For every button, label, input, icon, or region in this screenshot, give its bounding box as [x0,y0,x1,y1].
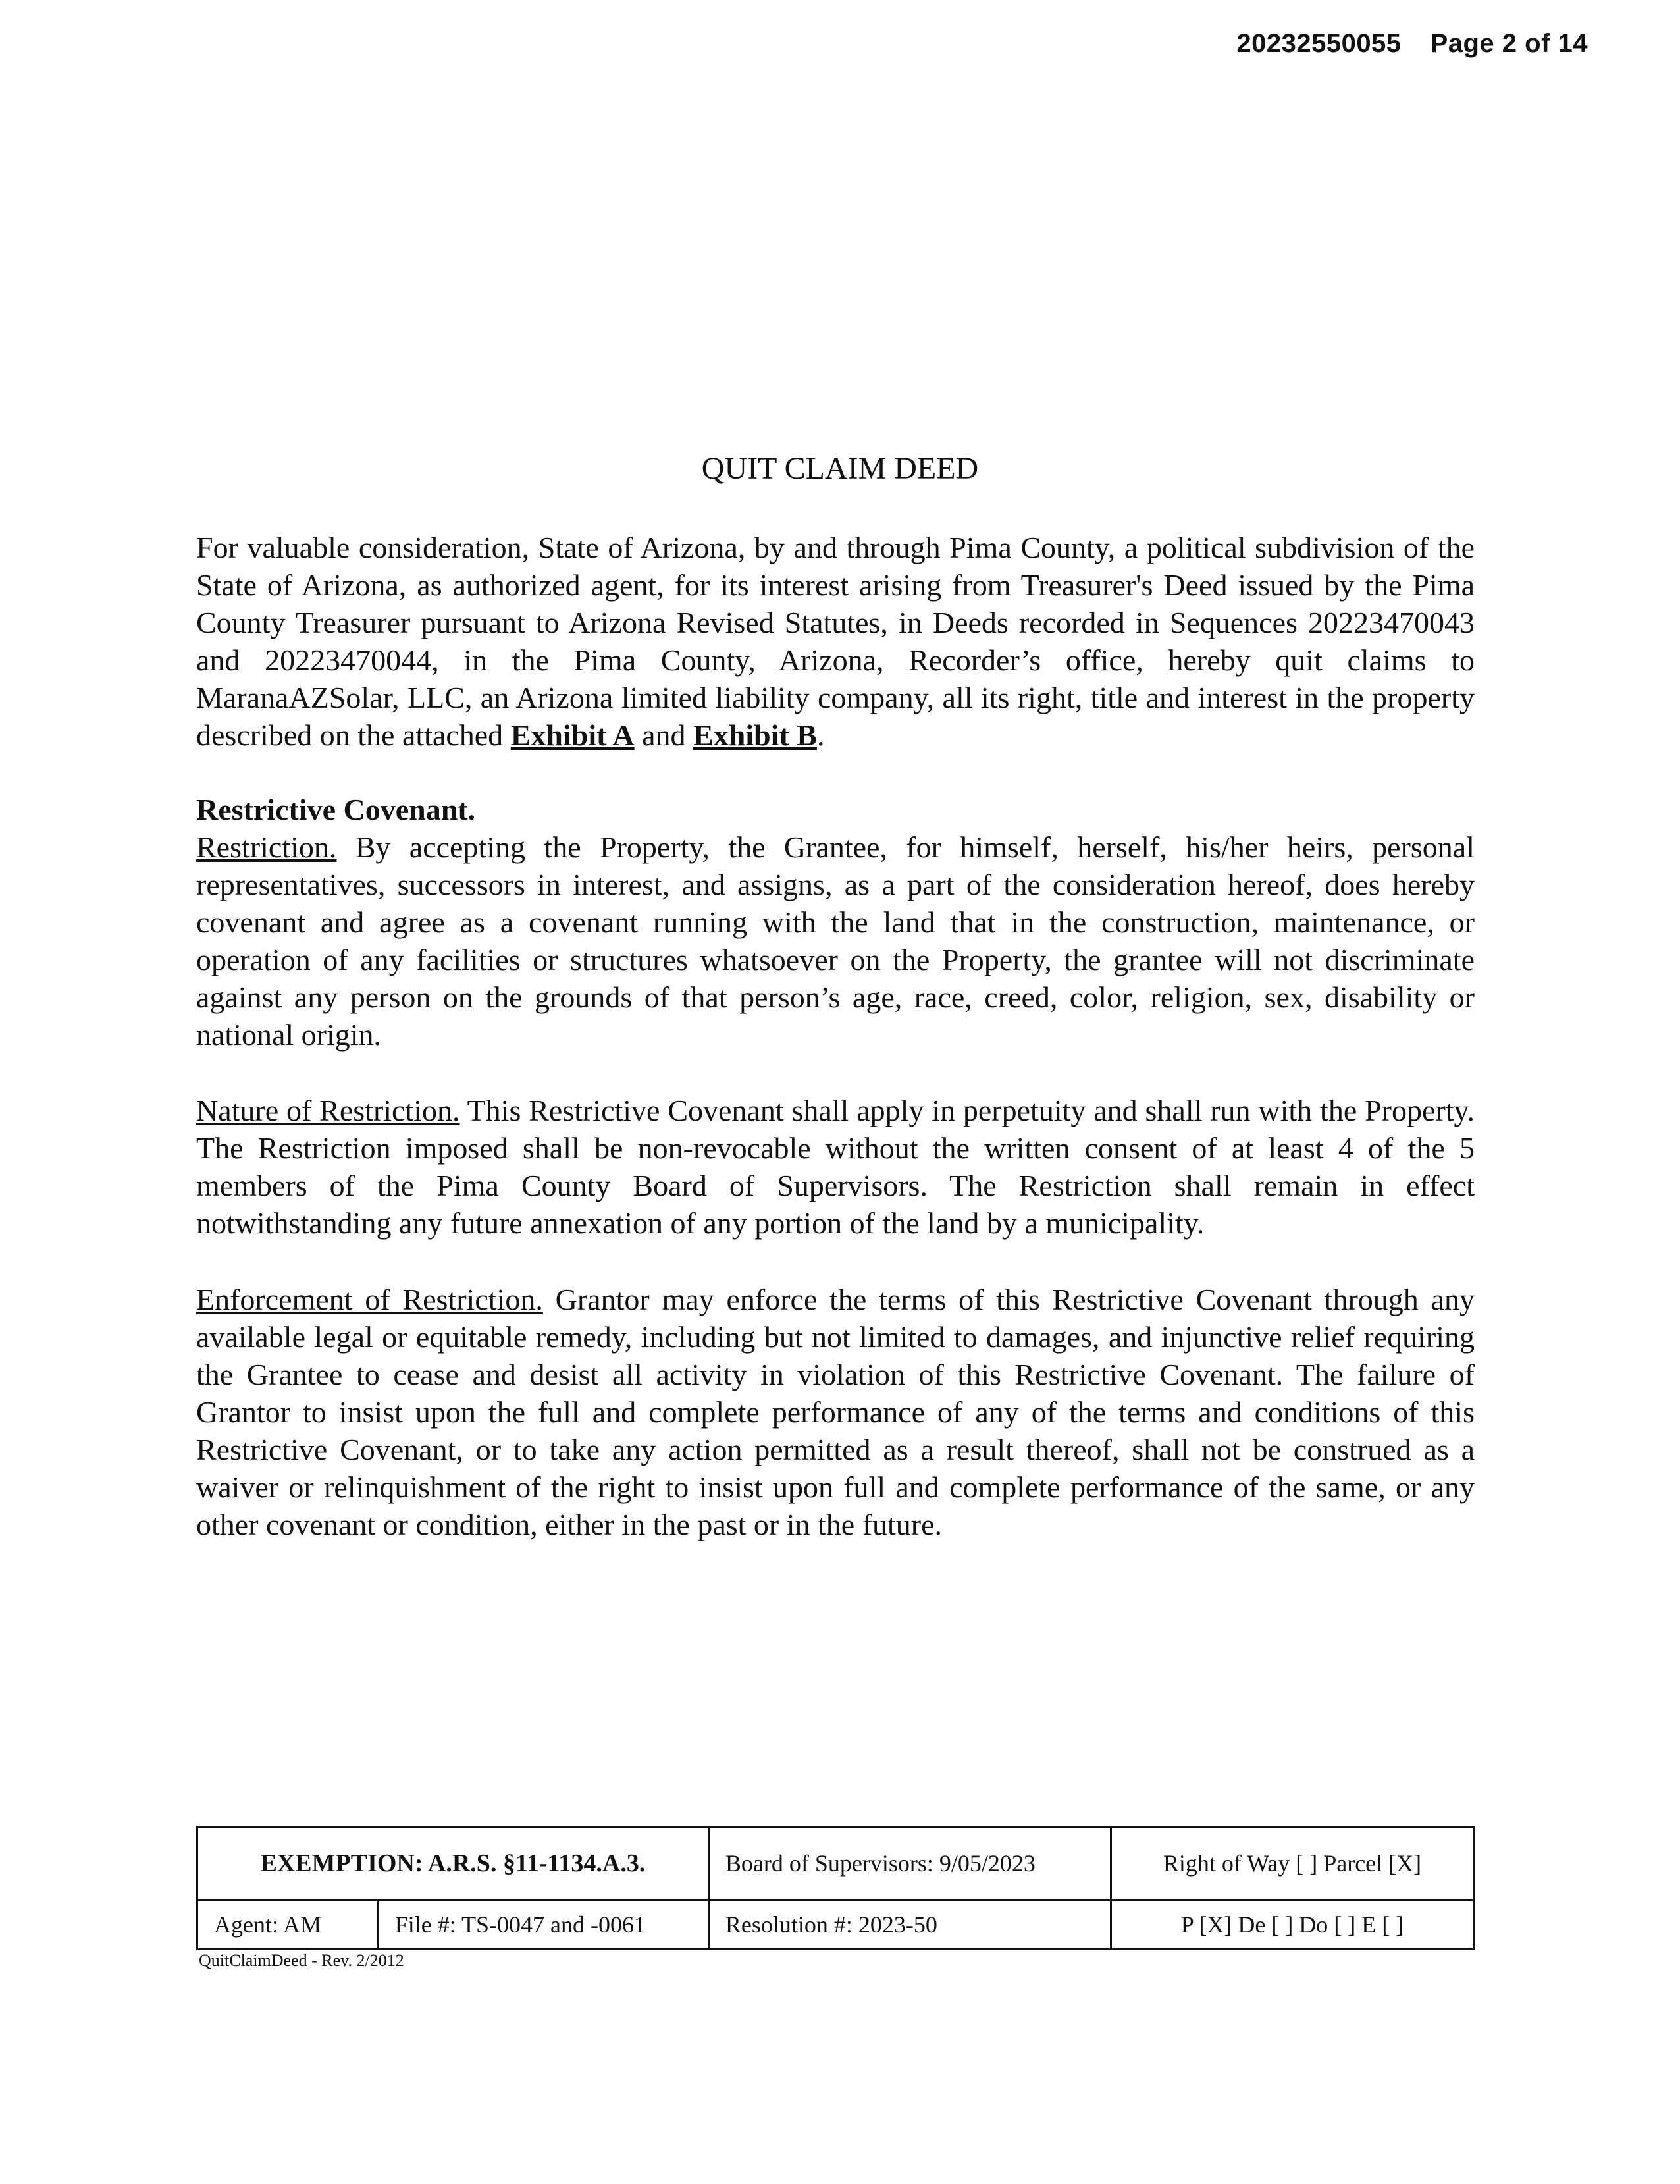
nature-label: Nature of Restriction. [196,1094,460,1127]
resolution-cell: Resolution #: 2023-50 [708,1900,1111,1950]
board-cell: Board of Supervisors: 9/05/2023 [708,1827,1111,1900]
covenant-heading: Restrictive Covenant. [196,793,476,826]
enforcement-text: Grantor may enforce the terms of this Restrictive Covenant through any available legal or equitable remedy, including but not limited to damages, and injunctive relief requiring the Grantee to cease and desist all activity in violation of this Restrictive Covenant. The failure of Grantor to insist upon the full and complete performance of any of the terms and conditions of this Restrictive Covenant, or to take any action permitted as a result thereof, shall not be construed as a waiver or relinquishment of the right to insist upon full and complete performance of the same, or any other covenant or condition, either in the past or in the future. [196,1283,1475,1541]
exhibit-a-reference: Exhibit A [510,718,635,752]
form-revision: QuitClaimDeed - Rev. 2/2012 [199,1951,404,1970]
intro-paragraph [196,529,1475,754]
nature-text: This Restrictive Covenant shall apply in perpetuity and shall run with the Property. The Restriction imposed shall be non-revocable without the written consent of at least 4 of the 5 members of the Pima County Board of Supervisors. The Restriction shall remain in effect notwithstanding any future annexation of any portion of the land by a municipality. [196,1094,1475,1240]
table-row [197,1827,1474,1900]
enforcement-paragraph [196,1281,1475,1543]
enforcement-label: Enforcement of Restriction. [196,1283,543,1316]
nature-paragraph [196,1092,1475,1242]
exemption-cell: EXEMPTION: A.R.S. §11-1134.A.3. [197,1827,709,1900]
and-text: and [634,718,694,752]
exhibit-b-reference: Exhibit B [693,718,817,752]
intro-end: . [816,718,825,752]
document-number: 20232550055 [1236,29,1402,58]
restriction-text: By accepting the Property, the Grantee, for himself, herself, his/her heirs, personal representatives, successors in interest, and assigns, as a part of the consideration hereof, does hereby covenant and agree as a covenant running with the land that in the construction, maintenance, or operation of any facilities or structures whatsoever on the Property, the grantee will not discriminate against any person on the grounds of that person’s age, race, creed, color, religion, sex, disability or national origin. [196,830,1475,1052]
row-type-cell: Right of Way [ ] Parcel [X] [1111,1827,1473,1900]
codes-cell: P [X] De [ ] Do [ ] E [ ] [1111,1900,1473,1950]
file-cell: File #: TS-0047 and -0061 [378,1900,708,1950]
restriction-paragraph [196,791,1475,1053]
recording-info-table [196,1826,1475,1950]
agent-cell: Agent: AM [197,1900,379,1950]
intro-text: For valuable consideration, State of Arizona, by and through Pima County, a political subdivision of the State of Arizona, as authorized agent, for its interest arising from Treasurer's Deed issued by the Pima County Treasurer pursuant to Arizona Revised Statutes, in Deeds recorded in Sequences 20223470043 and 20223470044, in the Pima County, Arizona, Recorder’s office, hereby quit claims to MaranaAZSolar, LLC, an Arizona limited liability company, all its right, title and interest in the property described on the attached [196,531,1475,752]
restriction-label: Restriction. [196,830,337,864]
page-header [1236,29,1588,59]
document-title: QUIT CLAIM DEED [701,451,979,486]
page-number: Page 2 of 14 [1430,29,1588,58]
table-row [197,1900,1474,1950]
